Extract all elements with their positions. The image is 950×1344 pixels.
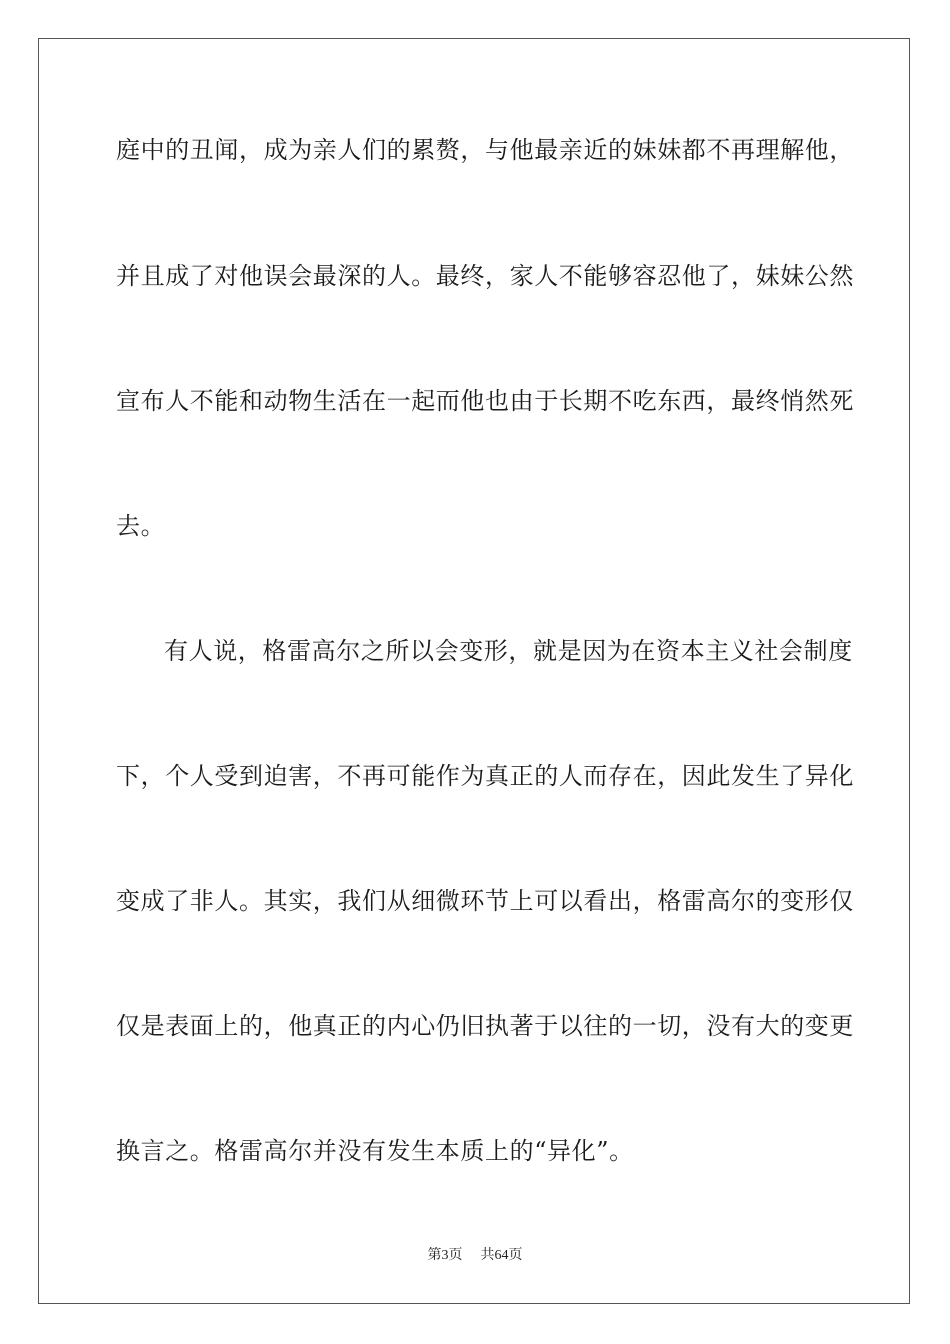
page-number: 第3页 <box>427 1248 463 1263</box>
text-line-7: 变成了非人。其实，我们从细微环节上可以看出，格雷高尔的变形仅 <box>116 887 854 915</box>
text-line-6: 下，个人受到迫害，不再可能作为真正的人而存在，因此发生了异化 <box>116 762 854 790</box>
paragraph-start-line: 有人说，格雷高尔之所以会变形，就是因为在资本主义社会制度 <box>164 637 853 665</box>
page-border <box>38 38 910 1304</box>
text-line-9: 换言之。格雷高尔并没有发生本质上的“异化”。 <box>116 1137 634 1165</box>
text-line-2: 并且成了对他误会最深的人。最终，家人不能够容忍他了，妹妹公然 <box>116 262 854 290</box>
text-line-8: 仅是表面上的，他真正的内心仍旧执著于以往的一切，没有大的变更 <box>116 1012 854 1040</box>
total-pages: 共64页 <box>480 1248 523 1263</box>
text-line-4: 去。 <box>116 512 166 540</box>
page-footer <box>0 1247 950 1265</box>
text-line-1: 庭中的丑闻，成为亲人们的累赘，与他最亲近的妹妹都不再理解他， <box>116 136 854 164</box>
text-line-3: 宣布人不能和动物生活在一起而他也由于长期不吃东西，最终悄然死 <box>116 387 854 415</box>
